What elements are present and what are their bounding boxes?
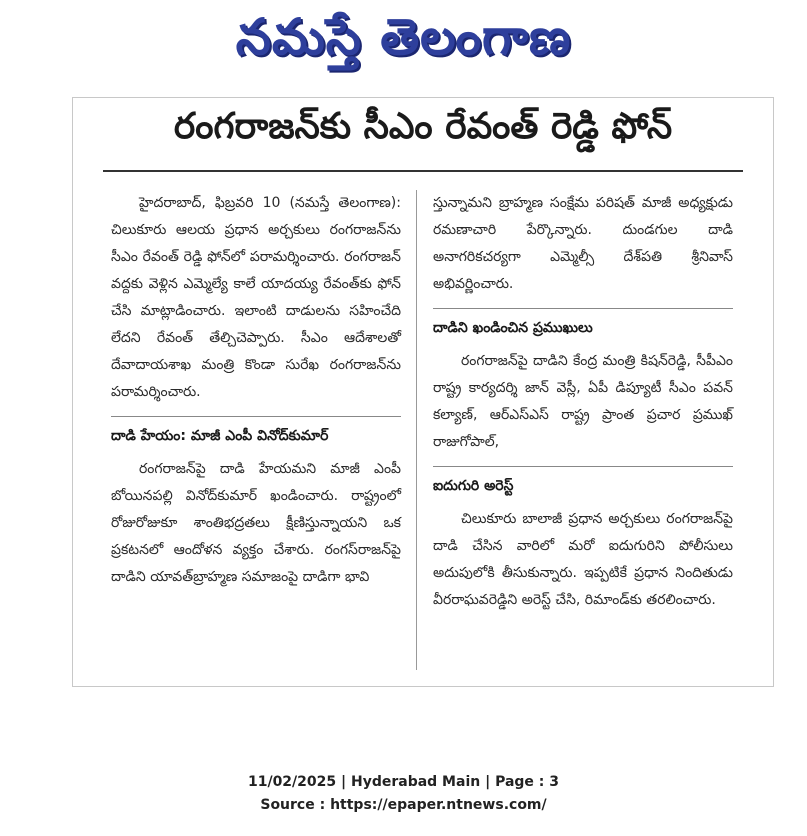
article-headline: రంగరాజన్‌కు సీఎం రేవంత్ రెడ్డి ఫోన్ [173,106,673,147]
headline-rule [103,170,743,172]
footer-date-edition: 11/02/2025 | Hyderabad Main | Page : 3 [247,774,560,790]
masthead-logo [0,8,807,78]
column-divider [416,190,417,670]
subheading: దాడిని ఖండించిన ప్రముఖులు [433,308,733,342]
paragraph: హైదరాబాద్, ఫిబ్రవరి 10 (నమస్తే తెలంగాణ): చిలుకూరు ఆలయ ప్రధాన అర్చకులు రంగరాజన్‌ను సీఎం రేవంత్ రెడ్డి ఫోన్‌లో పరామర్శించారు. రంగరాజన్ వద్దకు వెళ్లిన ఎమ్మెల్యే కాలే యాదయ్య రేవంత్‌కు ఫోన్ చేసి మాట్లాడించారు. ఇలాంటి దాడులను సహించేది లేదని రేవంత్ తేల్చిచెప్పారు. సీఎం ఆదేశాలతో దేవాదాయశాఖ మంత్రి కొండా సురేఖ రంగరాజన్‌ను పరామర్శించారు. [111,195,401,400]
paragraph: రంగరాజన్‌పై దాడి హేయమని మాజీ ఎంపీ బోయినపల్లి వినోద్‌కుమార్ ఖండించారు. రాష్ట్రంలో రోజురోజుకూ శాంతిభద్రతలు క్షీణిస్తున్నాయని ఒక ప్రకటనలో ఆందోళన వ్యక్తం చేశారు. రంగస్‌రాజన్‌పై దాడిని యావత్‌బ్రాహ్మణ సమాజంపై దాడిగా భావి [111,461,401,585]
article-column-right [433,190,733,614]
subheading: ఐదుగురి అరెస్ట్ [433,466,733,500]
masthead-title: నమస్తే తెలంగాణ [235,7,572,66]
footer-source: Source : https://epaper.ntnews.com/ [260,797,547,813]
subheading: దాడి హేయం: మాజీ ఎంపీ వినోద్‌కుమార్ [111,416,401,450]
paragraph: చిలుకూరు బాలాజీ ప్రధాన అర్చకులు రంగరాజన్‌పై దాడి చేసిన వారిలో మరో ఐదుగురిని పోలీసులు అదుపులోకి తీసుకున్నారు. ఇప్పటికే ప్రధాన నిందితుడు వీరరాఘవరెడ్డిని అరెస్ట్ చేసి, రిమాండ్‌కు తరలించారు. [433,511,733,608]
article-column-left [111,190,401,591]
paragraph: రంగరాజన్‌పై దాడిని కేంద్ర మంత్రి కిషన్‌రెడ్డి, సీపీఎం రాష్ట్ర కార్యదర్శి జాన్ వెస్లీ, ఏపీ డిప్యూటీ సీఎం పవన్ కల్యాణ్, ఆర్‌ఎస్‌ఎస్ రాష్ట్ర ప్రాంత ప్రచార ప్రముఖ్ రాజుగోపాల్, [433,353,733,450]
article-clipping [72,97,774,687]
paragraph: స్తున్నామని బ్రాహ్మణ సంక్షేమ పరిషత్ మాజీ అధ్యక్షుడు రమణాచారి పేర్కొన్నారు. దుండగుల దాడి అనాగరికచర్యగా ఎమ్మెల్సీ దేశ్‌పతి శ్రీనివాస్ అభివర్ణించారు. [433,195,733,292]
